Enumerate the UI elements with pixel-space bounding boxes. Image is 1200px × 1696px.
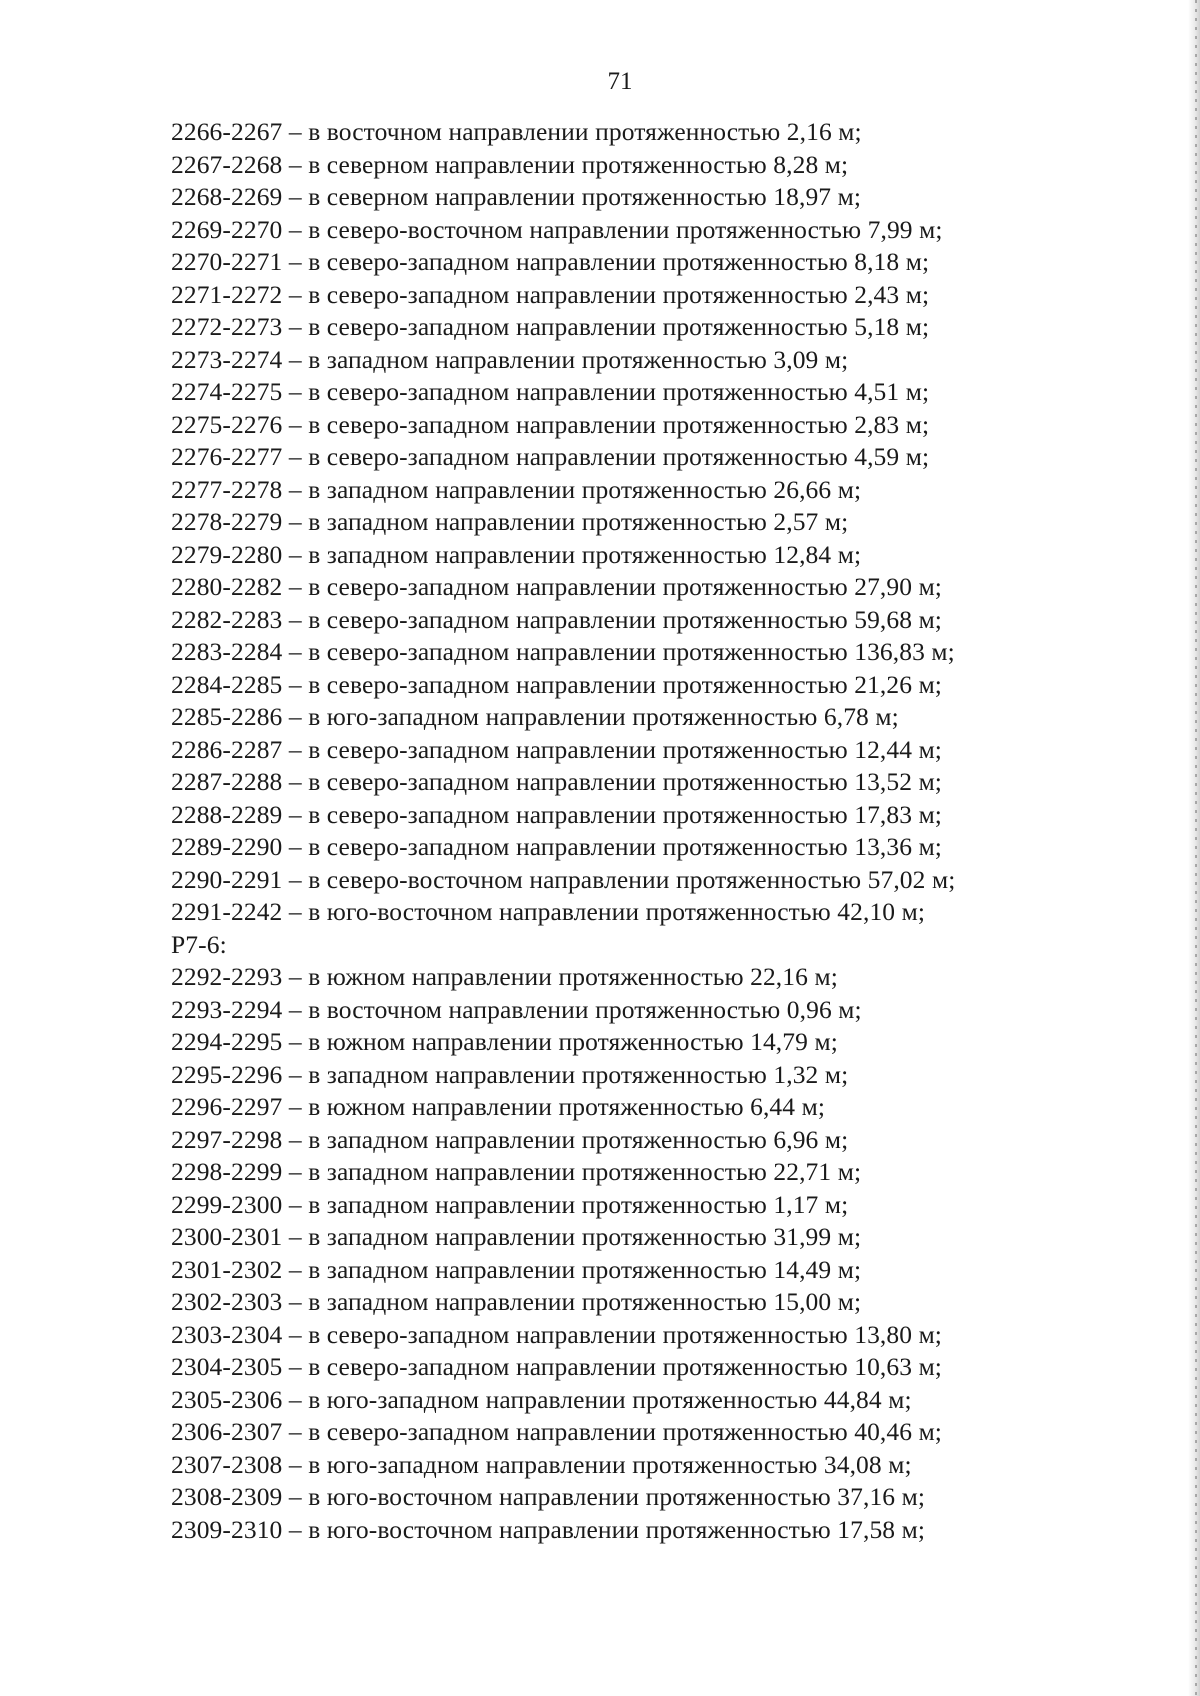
text-line: 2266-2267 – в восточном направлении протяженностью 2,16 м;: [171, 117, 862, 146]
text-line: 2272-2273 – в северо-западном направлении протяженностью 5,18 м;: [171, 312, 930, 341]
text-line: 2300-2301 – в западном направлении протяженностью 31,99 м;: [171, 1222, 862, 1251]
scan-edge-shadow: [1188, 0, 1200, 1696]
text-line: 2308-2309 – в юго-восточном направлении протяженностью 37,16 м;: [171, 1482, 926, 1511]
text-line: 2277-2278 – в западном направлении протяженностью 26,66 м;: [171, 474, 862, 504]
text-line: 2286-2287 – в северо-западном направлении протяженностью 12,44 м;: [171, 734, 942, 764]
text-line: 2295-2296 – в западном направлении протяженностью 1,32 м;: [171, 1059, 849, 1089]
text-line: 2267-2268 – в северном направлении протяженностью 8,28 м;: [171, 149, 849, 179]
text-line: 2287-2288 – в северо-западном направлении протяженностью 13,52 м;: [171, 767, 942, 796]
text-line: 2273-2274 – в западном направлении протяженностью 3,09 м;: [171, 344, 849, 374]
text-line: 2288-2289 – в северо-западном направлении протяженностью 17,83 м;: [171, 799, 942, 829]
text-line: 2304-2305 – в северо-западном направлении протяженностью 10,63 м;: [171, 1352, 942, 1381]
text-line: 2297-2298 – в западном направлении протяженностью 6,96 м;: [171, 1124, 849, 1154]
text-line: 2276-2277 – в северо-западном направлении протяженностью 4,59 м;: [171, 442, 930, 471]
text-line: 2292-2293 – в южном направлении протяженностью 22,16 м;: [171, 962, 838, 991]
text-line: 2309-2310 – в юго-восточном направлении протяженностью 17,58 м;: [171, 1514, 926, 1544]
text-line: 2290-2291 – в северо-восточном направлении протяженностью 57,02 м;: [171, 864, 956, 894]
text-line: 2274-2275 – в северо-западном направлении протяженностью 4,51 м;: [171, 377, 930, 406]
text-line: 2302-2303 – в западном направлении протяженностью 15,00 м;: [171, 1287, 862, 1316]
text-line: 2282-2283 – в северо-западном направлении протяженностью 59,68 м;: [171, 604, 942, 634]
text-line: 2306-2307 – в северо-западном направлении протяженностью 40,46 м;: [171, 1417, 942, 1446]
text-line: 2269-2270 – в северо-восточном направлении протяженностью 7,99 м;: [171, 214, 943, 244]
text-line: 2270-2271 – в северо-западном направлении протяженностью 8,18 м;: [171, 247, 930, 276]
text-line: 2275-2276 – в северо-западном направлении протяженностью 2,83 м;: [171, 409, 930, 439]
text-line: 2307-2308 – в юго-западном направлении протяженностью 34,08 м;: [171, 1449, 912, 1479]
text-line: 2298-2299 – в западном направлении протяженностью 22,71 м;: [171, 1157, 862, 1186]
text-line: 2291-2242 – в юго-восточном направлении протяженностью 42,10 м;: [171, 897, 926, 926]
text-line: Р7-6:: [171, 929, 227, 959]
text-line: 2305-2306 – в юго-западном направлении протяженностью 44,84 м;: [171, 1384, 912, 1414]
text-line: 2284-2285 – в северо-западном направлении протяженностью 21,26 м;: [171, 669, 942, 699]
text-line: 2271-2272 – в северо-западном направлении протяженностью 2,43 м;: [171, 279, 930, 309]
scan-edge-noise: [1195, 0, 1197, 1696]
text-line: 2280-2282 – в северо-западном направлении протяженностью 27,90 м;: [171, 572, 942, 601]
boundary-description-list: [171, 116, 1171, 1546]
text-line: 2296-2297 – в южном направлении протяженностью 6,44 м;: [171, 1092, 826, 1121]
text-line: 2268-2269 – в северном направлении протяженностью 18,97 м;: [171, 182, 862, 211]
text-line: 2301-2302 – в западном направлении протяженностью 14,49 м;: [171, 1254, 862, 1284]
text-line: 2293-2294 – в восточном направлении протяженностью 0,96 м;: [171, 994, 862, 1024]
text-line: 2283-2284 – в северо-западном направлении протяженностью 136,83 м;: [171, 637, 955, 666]
page-number: 71: [607, 68, 633, 95]
text-line: 2299-2300 – в западном направлении протяженностью 1,17 м;: [171, 1189, 849, 1219]
text-line: 2278-2279 – в западном направлении протяженностью 2,57 м;: [171, 507, 849, 536]
text-line: 2289-2290 – в северо-западном направлении протяженностью 13,36 м;: [171, 832, 942, 861]
text-line: 2303-2304 – в северо-западном направлении протяженностью 13,80 м;: [171, 1319, 942, 1349]
text-line: 2285-2286 – в юго-западном направлении протяженностью 6,78 м;: [171, 702, 899, 731]
text-line: 2294-2295 – в южном направлении протяженностью 14,79 м;: [171, 1027, 838, 1056]
text-line: 2279-2280 – в западном направлении протяженностью 12,84 м;: [171, 539, 862, 569]
